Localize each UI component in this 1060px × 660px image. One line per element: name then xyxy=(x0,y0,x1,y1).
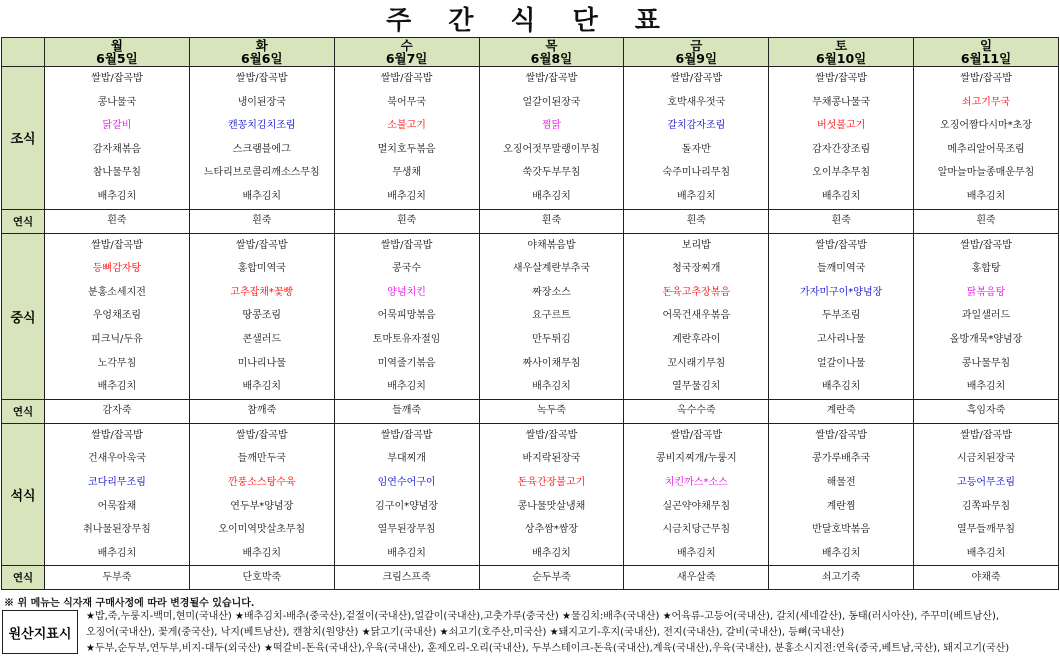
menu-item: 홍합미역국 xyxy=(237,263,286,275)
menu-item: 배추김치 xyxy=(966,547,1006,559)
menu-item: 냉이된장국 xyxy=(237,96,286,108)
menu-item: 미역줄기볶음 xyxy=(377,357,436,369)
origin-line: 오징어(국내산), 꽃게(중국산), 낙지(베트남산), 캔참치(원양산) ★닭고기(국내산) ★쇠고기(호주산,미국산) ★돼지고기-후지(국내산), 전지(국내산), 갈비(국내산), 등뼈(국내산) xyxy=(86,627,845,638)
menu-item: 배추김치 xyxy=(97,190,137,202)
meal-cell xyxy=(479,423,624,566)
menu-item: 갈치감자조림 xyxy=(667,120,726,132)
weekday-label: 금 xyxy=(690,38,703,53)
menu-item: 땅콩조림 xyxy=(242,310,282,322)
day-header xyxy=(45,38,190,67)
menu-item: 토마토유자절임 xyxy=(372,333,441,345)
snack-row xyxy=(2,399,1059,423)
meal-cell xyxy=(914,67,1059,210)
menu-item: 쌀밥/잡곡밥 xyxy=(815,239,867,251)
day-header xyxy=(334,38,479,67)
menu-item: 돈육간장불고기 xyxy=(517,476,586,488)
day-header xyxy=(189,38,334,67)
meal-row xyxy=(2,233,1059,399)
day-header xyxy=(479,38,624,67)
menu-item: 메추리알어묵조림 xyxy=(947,143,1025,155)
menu-item: 임연수어구이 xyxy=(377,476,436,488)
menu-item: 양념치킨 xyxy=(387,286,426,298)
snack-label: 연식 xyxy=(2,209,45,233)
meal-label: 조식 xyxy=(2,67,45,210)
snack-cell: 흰죽 xyxy=(769,209,914,233)
menu-item: 콩나물국 xyxy=(97,96,137,108)
menu-item: 얼갈이된장국 xyxy=(522,96,581,108)
menu-item: 콘샐러드 xyxy=(242,333,282,345)
meal-cell xyxy=(334,67,479,210)
menu-item: 배추김치 xyxy=(676,190,716,202)
menu-item: 배추김치 xyxy=(966,381,1006,393)
date-label: 6월11일 xyxy=(960,51,1012,66)
menu-item: 열무들깨무침 xyxy=(957,524,1016,536)
menu-item: 찜닭 xyxy=(541,120,562,132)
menu-item: 배추김치 xyxy=(821,381,861,393)
menu-item: 실곤약야채무침 xyxy=(662,500,731,512)
menu-item: 반달호박볶음 xyxy=(812,524,871,536)
corner-cell xyxy=(2,38,45,67)
menu-item: 꼬시래기무침 xyxy=(667,357,726,369)
menu-item: 쌀밥/잡곡밥 xyxy=(815,429,867,441)
menu-item: 고등어무조림 xyxy=(957,476,1016,488)
menu-item: 코다리무조림 xyxy=(87,476,146,488)
snack-cell: 단호박죽 xyxy=(189,566,334,590)
menu-item: 쌀밥/잡곡밥 xyxy=(960,73,1012,84)
snack-cell: 흑임자죽 xyxy=(914,399,1059,423)
menu-item: 해물전 xyxy=(826,476,856,488)
meal-cell xyxy=(624,423,769,566)
snack-label: 연식 xyxy=(2,399,45,423)
menu-item: 열무된장무침 xyxy=(377,524,436,536)
menu-item: 어묵잡채 xyxy=(97,500,137,512)
day-header xyxy=(769,38,914,67)
menu-item: 피크닉/두유 xyxy=(91,333,143,345)
snack-cell: 녹두죽 xyxy=(479,399,624,423)
menu-item: 계란후라이 xyxy=(672,333,721,345)
snack-cell: 계란죽 xyxy=(769,399,914,423)
menu-item: 스크램블에그 xyxy=(232,143,291,155)
date-label: 6월9일 xyxy=(675,51,718,66)
snack-cell: 흰죽 xyxy=(45,209,190,233)
menu-item: 쑥갓두부무침 xyxy=(522,167,581,179)
snack-cell: 흰죽 xyxy=(334,209,479,233)
snack-cell: 흰죽 xyxy=(189,209,334,233)
menu-item: 알마늘마늘종매운무침 xyxy=(937,167,1035,179)
menu-item: 우엉채조림 xyxy=(92,310,142,322)
menu-item: 얼갈이나물 xyxy=(816,357,866,369)
menu-item: 콩나물무침 xyxy=(961,357,1011,369)
date-label: 6월8일 xyxy=(530,51,573,66)
menu-item: 배추김치 xyxy=(387,381,426,393)
menu-item: 쌀밥/잡곡밥 xyxy=(91,239,143,251)
meal-cell xyxy=(189,233,334,399)
menu-item: 계란찜 xyxy=(826,500,856,512)
meal-cell xyxy=(334,233,479,399)
snack-cell: 옥수수죽 xyxy=(624,399,769,423)
menu-item: 짜사이채무침 xyxy=(522,357,581,369)
date-label: 6월6일 xyxy=(240,51,283,66)
weekday-label: 화 xyxy=(255,38,268,53)
meal-row xyxy=(2,423,1059,566)
weekly-menu-table xyxy=(1,37,1059,590)
day-header xyxy=(914,38,1059,67)
menu-item: 쌀밥/잡곡밥 xyxy=(380,429,433,441)
weekday-label: 목 xyxy=(545,38,558,53)
menu-item: 버섯불고기 xyxy=(816,120,866,132)
origin-line: ★밥,죽,누룽지-백미,현미(국내산) ★배추김치-배추(중국산),겉절이(국내산),얼갈이(국내산),고춧가루(중국산) ★물김치:배추(국내산) ★어육류-고등어(국내산), 갈치(세네갈산), 동태(러시아산), 주꾸미(베트남산), xyxy=(86,611,1000,622)
meal-cell xyxy=(189,423,334,566)
menu-item: 가자미구이*양념장 xyxy=(800,286,883,298)
menu-item: 돈육고추장볶음 xyxy=(662,286,731,298)
menu-item: 치킨까스*소스 xyxy=(664,476,728,488)
menu-item: 쌀밥/잡곡밥 xyxy=(91,429,143,441)
menu-item: 참나물무침 xyxy=(92,167,142,179)
menu-item: 시금치당근무침 xyxy=(662,524,731,536)
snack-cell: 야채죽 xyxy=(914,566,1059,590)
menu-item: 배추김치 xyxy=(97,547,137,559)
menu-item: 바지락된장국 xyxy=(522,453,581,465)
menu-item: 쌀밥/잡곡밥 xyxy=(525,73,578,84)
menu-item: 오징어짬다시마*초장 xyxy=(940,120,1032,132)
weekday-label: 수 xyxy=(400,38,413,53)
page-title: 주 간 식 단 표 xyxy=(386,5,674,36)
snack-cell: 흰죽 xyxy=(914,209,1059,233)
menu-item: 올방개묵*양념장 xyxy=(949,333,1023,345)
menu-item: 닭볶음탕 xyxy=(966,286,1006,298)
menu-item: 배추김치 xyxy=(821,190,861,202)
menu-item: 만두튀김 xyxy=(532,333,571,345)
menu-item: 콩나물맛살냉채 xyxy=(517,500,586,512)
meal-cell xyxy=(45,423,190,566)
menu-item: 배추김치 xyxy=(242,190,282,202)
menu-item: 쌀밥/잡곡밥 xyxy=(380,73,433,84)
menu-item: 소불고기 xyxy=(387,120,426,132)
meal-label: 석식 xyxy=(2,423,45,566)
menu-item: 배추김치 xyxy=(676,547,716,559)
menu-item: 야채볶음밥 xyxy=(527,239,576,251)
snack-cell: 흰죽 xyxy=(479,209,624,233)
meal-row xyxy=(2,67,1059,210)
menu-item: 쌀밥/잡곡밥 xyxy=(380,239,433,251)
weekday-label: 토 xyxy=(835,38,848,53)
menu-item: 청국장찌개 xyxy=(672,263,721,275)
menu-item: 두부조림 xyxy=(821,310,861,322)
menu-item: 돌자반 xyxy=(681,143,711,155)
snack-cell: 순두부죽 xyxy=(479,566,624,590)
menu-item: 오이부추무침 xyxy=(812,167,871,179)
menu-item: 들깨미역국 xyxy=(816,263,866,275)
menu-item: 배추김치 xyxy=(532,547,571,559)
menu-item: 배추김치 xyxy=(387,190,426,202)
menu-item: 쌀밥/잡곡밥 xyxy=(815,73,867,84)
menu-item: 쌀밥/잡곡밥 xyxy=(235,73,288,84)
menu-item: 건새우아욱국 xyxy=(87,453,146,465)
snack-cell: 흰죽 xyxy=(624,209,769,233)
menu-item: 배추김치 xyxy=(821,547,861,559)
snack-label: 연식 xyxy=(2,566,45,590)
snack-cell: 참깨죽 xyxy=(189,399,334,423)
change-notice: ※ 위 메뉴는 식자재 구매사정에 따라 변경될수 있습니다. xyxy=(4,598,255,609)
menu-item: 쌀밥/잡곡밥 xyxy=(960,239,1012,251)
meal-cell xyxy=(45,233,190,399)
menu-item: 등뼈감자탕 xyxy=(92,263,142,275)
date-label: 6월5일 xyxy=(96,51,138,66)
menu-item: 배추김치 xyxy=(387,547,426,559)
meal-cell xyxy=(45,67,190,210)
menu-item: 시금치된장국 xyxy=(957,453,1016,465)
menu-item: 캔꽁치김치조림 xyxy=(227,120,296,132)
meal-cell xyxy=(769,233,914,399)
meal-cell xyxy=(334,423,479,566)
meal-cell xyxy=(914,423,1059,566)
menu-item: 쌀밥/잡곡밥 xyxy=(235,239,288,251)
menu-item: 부대찌개 xyxy=(387,453,426,465)
menu-item: 호박새우젓국 xyxy=(667,96,726,108)
snack-cell: 새우살죽 xyxy=(624,566,769,590)
menu-item: 북어무국 xyxy=(387,96,426,108)
date-label: 6월10일 xyxy=(816,51,867,66)
menu-item: 깐풍소스탕수육 xyxy=(227,476,296,488)
origin-line: ★두부,순두부,연두부,비지-대두(외국산) ★떡갈비-돈육(국내산),우육(국내산), 훈제오리-오리(국내산), 두부스테이크-돈육(국내산),계육(국내산),우육(국내산), 분홍소시지전:연육(중국,베트남,국산), 돼지고기(국산) xyxy=(86,643,1010,654)
menu-item: 짜장소스 xyxy=(532,286,571,298)
menu-item: 상추쌈*쌈장 xyxy=(524,524,579,536)
snack-row xyxy=(2,209,1059,233)
menu-item: 요구르트 xyxy=(532,310,571,322)
menu-item: 오이미역맛살초무침 xyxy=(218,524,306,536)
menu-item: 배추김치 xyxy=(97,381,137,393)
menu-item: 쌀밥/잡곡밥 xyxy=(670,73,723,84)
menu-item: 들깨만두국 xyxy=(237,453,286,465)
menu-item: 배추김치 xyxy=(532,381,571,393)
menu-item: 무생채 xyxy=(392,167,422,179)
menu-item: 쌀밥/잡곡밥 xyxy=(525,429,578,441)
menu-item: 열무물김치 xyxy=(672,381,721,393)
menu-item: 쌀밥/잡곡밥 xyxy=(235,429,288,441)
menu-item: 콩국수 xyxy=(392,263,422,275)
meal-cell xyxy=(189,67,334,210)
menu-item: 쌀밥/잡곡밥 xyxy=(960,429,1012,441)
snack-cell: 크림스프죽 xyxy=(334,566,479,590)
weekday-label: 월 xyxy=(110,38,123,53)
snack-cell: 두부죽 xyxy=(45,566,190,590)
menu-item: 고사리나물 xyxy=(816,333,866,345)
menu-item: 과일샐러드 xyxy=(961,310,1011,322)
menu-item: 어묵피망볶음 xyxy=(377,310,436,322)
menu-item: 쇠고기무국 xyxy=(961,96,1011,108)
snack-row xyxy=(2,566,1059,590)
menu-item: 김쪽파무침 xyxy=(961,500,1011,512)
day-header xyxy=(624,38,769,67)
meal-label: 중식 xyxy=(2,233,45,399)
menu-item: 감자간장조림 xyxy=(812,143,871,155)
menu-item: 쌀밥/잡곡밥 xyxy=(670,429,723,441)
weekday-label: 일 xyxy=(979,38,993,53)
meal-cell xyxy=(769,423,914,566)
day-header-row xyxy=(2,38,1059,67)
menu-item: 배추김치 xyxy=(242,381,282,393)
menu-item: 감자채볶음 xyxy=(92,143,142,155)
snack-cell: 쇠고기죽 xyxy=(769,566,914,590)
menu-item: 홍합탕 xyxy=(971,263,1001,275)
menu-item: 노각무침 xyxy=(97,357,137,369)
meal-cell xyxy=(479,67,624,210)
menu-item: 배추김치 xyxy=(966,190,1006,202)
date-label: 6월7일 xyxy=(385,51,428,66)
meal-cell xyxy=(479,233,624,399)
snack-cell: 감자죽 xyxy=(45,399,190,423)
menu-item: 배추김치 xyxy=(242,547,282,559)
meal-cell xyxy=(624,67,769,210)
meal-cell xyxy=(624,233,769,399)
menu-item: 김구이*양념장 xyxy=(375,500,439,512)
menu-item: 배추김치 xyxy=(532,190,571,202)
origin-label: 원산지표시 xyxy=(2,610,78,654)
menu-item: 취나물된장무침 xyxy=(83,524,151,536)
meal-cell xyxy=(769,67,914,210)
menu-item: 분홍소세지전 xyxy=(87,286,146,298)
menu-item: 어묵건새우볶음 xyxy=(662,310,731,322)
meal-cell xyxy=(914,233,1059,399)
origin-info xyxy=(86,609,1056,657)
menu-item: 숙주미나리무침 xyxy=(662,167,731,179)
menu-item: 보리밥 xyxy=(681,239,711,251)
menu-item: 오징어젓무말랭이무침 xyxy=(503,143,600,155)
menu-item: 콩비지찌개/누룽지 xyxy=(655,453,737,465)
menu-item: 새우살계란부추국 xyxy=(512,263,591,275)
menu-item: 멸치호두볶음 xyxy=(377,143,436,155)
menu-item: 쌀밥/잡곡밥 xyxy=(91,73,143,84)
snack-cell: 들깨죽 xyxy=(334,399,479,423)
menu-item: 연두부*양념장 xyxy=(230,500,294,512)
menu-item: 고추잡채*꽃빵 xyxy=(230,286,294,298)
menu-item: 콩가루배추국 xyxy=(812,453,871,465)
menu-item: 닭갈비 xyxy=(102,120,132,132)
menu-item: 무채콩나물국 xyxy=(812,96,871,108)
menu-item: 미나리나물 xyxy=(237,357,286,369)
menu-item: 느타리브로콜리깨소스무침 xyxy=(203,167,320,179)
